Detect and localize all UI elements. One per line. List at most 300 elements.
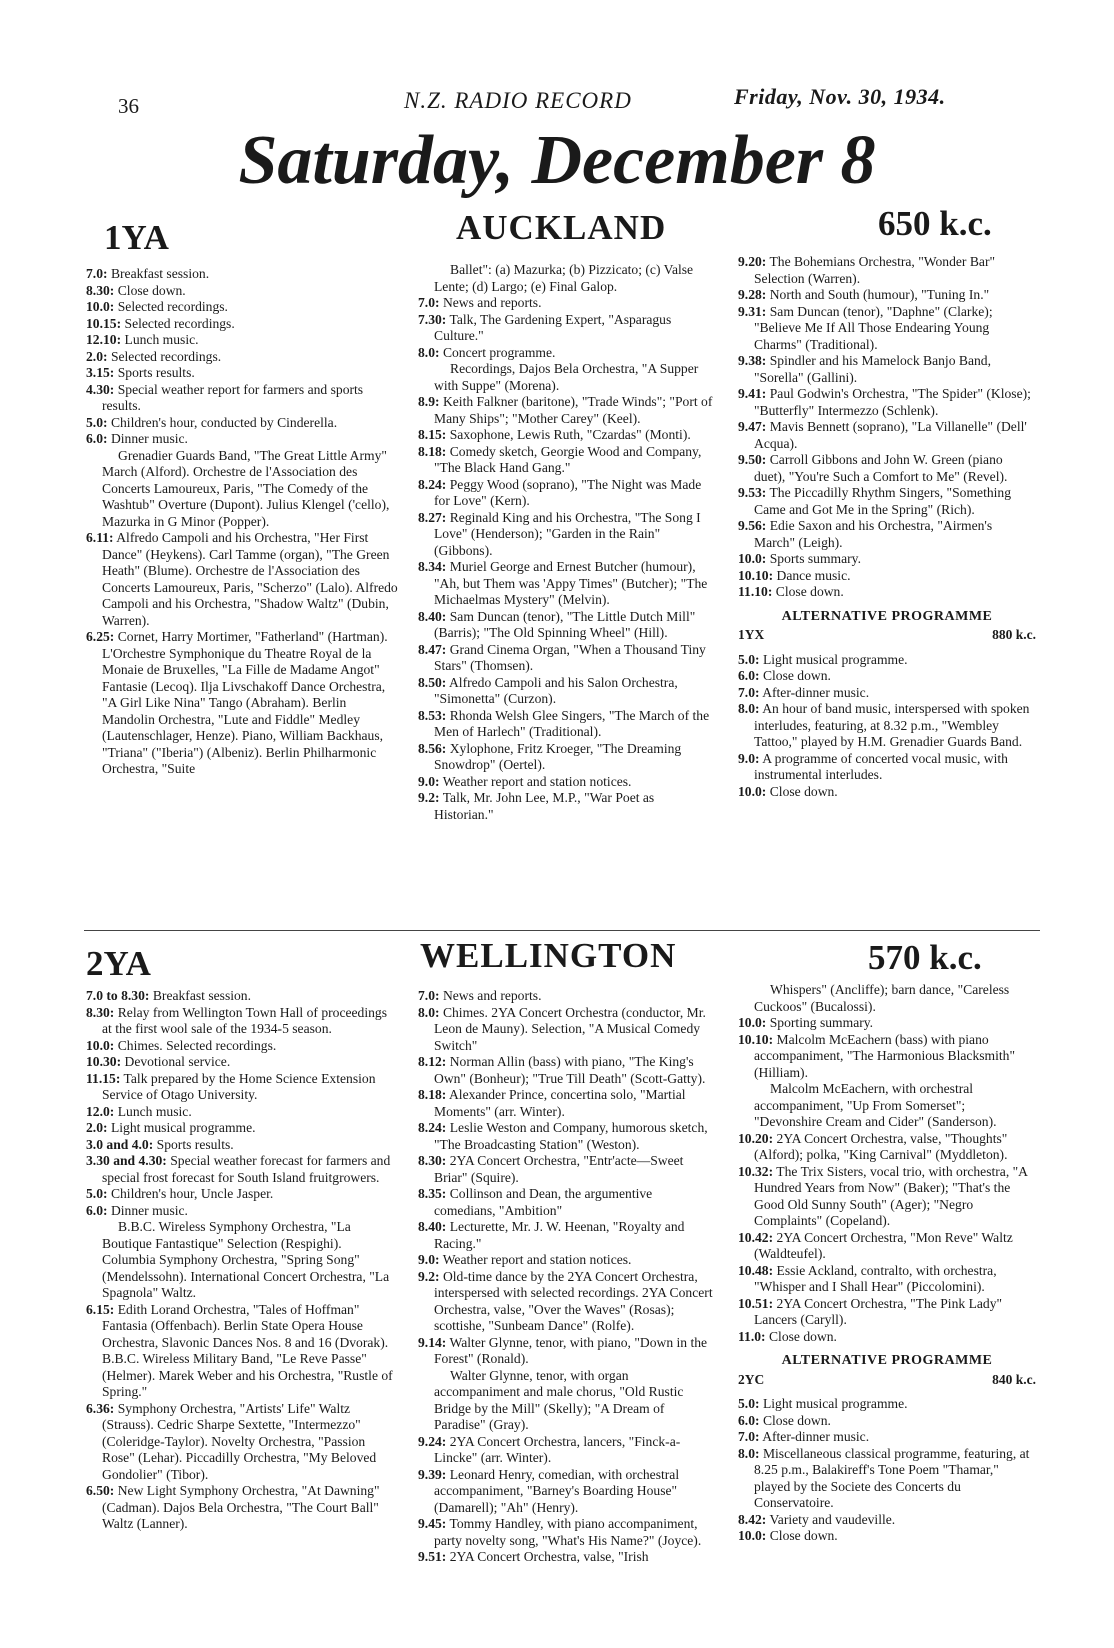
- programme-item: [738, 1528, 1036, 1545]
- programme-item: [418, 790, 714, 823]
- programme-text: Light musical programme.: [762, 1396, 908, 1411]
- programme-item: [418, 427, 714, 444]
- alt-callsign: 1YX: [738, 627, 765, 642]
- programme-text: Ballet": (a) Mazurka; (b) Pizzicato; (c) Valse Lente; (d) Largo; (e) Final Galop.: [434, 262, 694, 294]
- programme-item: [86, 1136, 398, 1154]
- programme-time: 9.47:: [738, 419, 767, 434]
- programme-time: 3.30 and 4.30:: [86, 1153, 167, 1168]
- s2-column-3-items: [738, 982, 1036, 1345]
- alt-items: [738, 652, 1036, 801]
- programme-item: [418, 1334, 714, 1368]
- programme-item: [418, 674, 714, 708]
- programme-item: [418, 608, 714, 642]
- programme-time: 5.0:: [738, 1396, 760, 1411]
- programme-text: Talk, Mr. John Lee, M.P., "War Poet as Historian.": [434, 790, 655, 822]
- programme-text: Close down.: [775, 584, 844, 599]
- programme-time: 8.15:: [418, 427, 447, 442]
- programme-text: 2YA Concert Orchestra, lancers, "Finck-a-Lincke" (arr. Winter).: [434, 1433, 681, 1465]
- programme-item: [418, 1153, 714, 1186]
- s2-column-1: [86, 988, 398, 1533]
- programme-item: [418, 1466, 714, 1517]
- section-divider: [84, 930, 1040, 931]
- programme-item: [86, 1483, 398, 1533]
- programme-time: 8.34:: [418, 559, 447, 574]
- programme-text: The Piccadilly Rhythm Singers, "Something Came and Got Me in the Spring" (Rich).: [754, 485, 1012, 517]
- programme-item: [434, 361, 714, 394]
- programme-text: Sporting summary.: [769, 1015, 874, 1030]
- programme-time: 10.30:: [86, 1054, 122, 1069]
- programme-time: 8.0:: [418, 344, 440, 360]
- programme-text: Sports results.: [156, 1136, 234, 1152]
- programme-item: [738, 287, 1036, 304]
- station-city: WELLINGTON: [420, 936, 677, 975]
- programme-time: 6.0:: [86, 1202, 108, 1218]
- programme-time: 10.32:: [738, 1163, 774, 1179]
- programme-time: 10.15:: [86, 315, 122, 331]
- programme-time: 8.40:: [418, 1219, 447, 1234]
- programme-item: [738, 567, 1036, 585]
- programme-text: Cornet, Harry Mortimer, "Fatherland" (Hartman). L'Orchestre Symphonique du Theatre Royal de la Monaie de Bruxelles, "La Fille de Madame Angot" Fantasie (Lecoq). Ilja Livschakoff Dance Orchestra, "A Girl Like Nina" Tango (Abraham). Berlin Mandolin Orchestra, "Lute and Fiddle" Medley (Lautenschlager, Henze). Piano, William Backhaus, "Triana" ("Iberia") (Albeniz). Berlin Philharmonic Orchestra, "Suite: [102, 629, 388, 776]
- programme-time: 6.11:: [86, 530, 114, 545]
- programme-time: 10.0:: [86, 1037, 115, 1053]
- programme-item: [418, 394, 714, 427]
- programme-text: 2YA Concert Orchestra, valse, "Irish: [449, 1549, 649, 1564]
- programme-text: Chimes. 2YA Concert Orchestra (conductor, Mr. Leon de Mauny). Selection, "A Musical Comedy Switch": [434, 1004, 706, 1053]
- programme-time: 6.0:: [86, 431, 108, 446]
- programme-text: Lunch music.: [124, 332, 199, 347]
- programme-time: 3.0 and 4.0:: [86, 1136, 154, 1152]
- alt-callsign: 2YC: [738, 1371, 765, 1387]
- programme-time: 10.0:: [86, 299, 115, 314]
- programme-text: Dinner music.: [110, 1202, 188, 1218]
- programme-item: [418, 559, 714, 609]
- programme-time: 9.51:: [418, 1549, 447, 1564]
- programme-time: 5.0:: [86, 414, 108, 430]
- programme-item: [86, 988, 398, 1005]
- programme-text: Sam Duncan (tenor), "Daphne" (Clarke); "Believe Me If All Those Endearing Young Charms" (Traditional).: [754, 303, 993, 352]
- programme-item: [738, 303, 1036, 354]
- programme-time: 7.0:: [738, 684, 760, 700]
- programme-text: New Light Symphony Orchestra, "At Dawning" (Cadman). Dajos Bela Orchestra, "The Court Ball" Waltz (Lanner).: [102, 1483, 380, 1531]
- alt-frequency: 880 k.c.: [992, 627, 1036, 642]
- programme-time: 9.0:: [418, 1252, 440, 1267]
- programme-time: 11.0:: [738, 1328, 766, 1344]
- programme-time: 8.30:: [418, 1153, 447, 1168]
- programme-text: Xylophone, Fritz Kroeger, "The Dreaming Snowdrop" (Oertel).: [434, 740, 682, 772]
- programme-time: 8.18:: [418, 443, 447, 459]
- programme-text: 2YA Concert Orchestra, "The Pink Lady" Lancers (Caryll).: [754, 1295, 1003, 1327]
- programme-item: [738, 750, 1036, 784]
- programme-text: Talk prepared by the Home Science Extension Service of Otago University.: [102, 1070, 376, 1102]
- programme-time: 10.48:: [738, 1262, 774, 1278]
- programme-item: [86, 431, 398, 448]
- programme-text: The Bohemians Orchestra, "Wonder Bar" Selection (Warren).: [754, 254, 996, 286]
- programme-item: [86, 1070, 398, 1104]
- programme-item: [86, 381, 398, 415]
- s1-column-1: [86, 266, 398, 778]
- programme-item: [738, 419, 1036, 452]
- station-frequency: 650 k.c.: [878, 204, 992, 243]
- programme-item: [86, 1301, 398, 1401]
- programme-time: 3.15:: [86, 365, 115, 380]
- programme-item: [418, 311, 714, 345]
- programme-time: 10.20:: [738, 1130, 774, 1146]
- programme-text: Children's hour, Uncle Jasper.: [110, 1186, 274, 1201]
- programme-text: Carroll Gibbons and John W. Green (piano duet), "You're Such a Comfort to Me" (Revel).: [754, 452, 1008, 484]
- programme-time: 9.56:: [738, 518, 767, 533]
- programme-text: Mavis Bennett (soprano), "La Villanelle" (Dell' Acqua).: [754, 419, 1027, 451]
- programme-text: A programme of concerted vocal music, with instrumental interludes.: [754, 750, 1008, 782]
- programme-text: Whispers" (Ancliffe); barn dance, "Careless Cuckoos" (Bucalossi).: [754, 982, 1010, 1014]
- programme-text: Walter Glynne, tenor, with piano, "Down in the Forest" (Ronald).: [434, 1334, 708, 1366]
- programme-time: 11.15:: [86, 1070, 121, 1086]
- programme-item: [86, 282, 398, 300]
- programme-text: Walter Glynne, tenor, with organ accompaniment and male chorus, "Old Rustic Bridge by the Mill" (Skelly); "A Dream of Paradise" (Gray).: [434, 1367, 684, 1432]
- programme-text: Sam Duncan (tenor), "The Little Dutch Mill" (Barris); "The Old Spinning Wheel" (Hill).: [434, 608, 696, 640]
- programme-time: 8.24:: [418, 1120, 447, 1135]
- programme-time: 8.50:: [418, 674, 447, 690]
- programme-item: [738, 1429, 1036, 1446]
- programme-item: [86, 629, 398, 778]
- programme-item: [738, 1295, 1036, 1329]
- programme-time: 9.45:: [418, 1516, 447, 1531]
- programme-text: Close down.: [768, 1328, 837, 1344]
- programme-text: Weather report and station notices.: [442, 773, 632, 789]
- programme-item: [738, 783, 1036, 801]
- programme-item: [418, 1186, 714, 1219]
- programme-time: 5.0:: [738, 651, 760, 667]
- programme-time: 4.30:: [86, 381, 115, 397]
- programme-item: [86, 1400, 398, 1484]
- programme-time: 7.0:: [418, 988, 440, 1003]
- programme-item: [86, 1103, 398, 1121]
- programme-time: 7.0 to 8.30:: [86, 988, 150, 1003]
- programme-text: Essie Ackland, contralto, with orchestra, "Whisper and I Shall Hear" (Piccolomini).: [754, 1262, 997, 1294]
- programme-item: [418, 988, 714, 1005]
- programme-time: 6.15:: [86, 1301, 115, 1317]
- programme-item: [86, 1004, 398, 1038]
- programme-text: Children's hour, conducted by Cinderella.: [110, 414, 338, 430]
- programme-text: After-dinner music.: [762, 1429, 870, 1444]
- programme-item: [738, 1015, 1036, 1032]
- programme-text: After-dinner music.: [762, 684, 870, 700]
- programme-text: Collinson and Dean, the argumentive comedians, "Ambition": [434, 1186, 653, 1218]
- programme-time: 8.27:: [418, 509, 447, 525]
- programme-item: [418, 344, 714, 362]
- programme-time: 9.39:: [418, 1466, 447, 1482]
- programme-time: 9.28:: [738, 287, 767, 302]
- programme-item: [418, 773, 714, 791]
- programme-item: [754, 982, 1036, 1015]
- programme-text: Close down.: [769, 1528, 838, 1543]
- programme-text: Concert programme.: [442, 344, 556, 360]
- programme-item: [738, 1229, 1036, 1263]
- programme-text: Special weather forecast for farmers and special frost forecast for South Island fruitgrowers.: [102, 1153, 391, 1185]
- programme-text: Light musical programme.: [762, 651, 908, 667]
- programme-text: Paul Godwin's Orchestra, "The Spider" (Klose); "Butterfly" Intermezzo (Schlenk).: [754, 386, 1031, 418]
- station-frequency: 570 k.c.: [868, 938, 982, 977]
- programme-time: 9.2:: [418, 1268, 440, 1284]
- programme-text: Sports summary.: [769, 551, 861, 566]
- s1-column-3: [738, 254, 1036, 800]
- programme-text: Reginald King and his Orchestra, "The Song I Love" (Henderson); "Garden in the Rain" (Gibbons).: [434, 509, 701, 558]
- programme-item: [738, 452, 1036, 485]
- programme-item: [86, 1153, 398, 1186]
- programme-text: Old-time dance by the 2YA Concert Orchestra, interspersed with selected recordings. 2YA Concert Orchestra, valse, "Over the Waves" (Rosas); scottishe, "Sunbeam Dance" (Rolfe).: [434, 1268, 713, 1333]
- programme-text: Spindler and his Mamelock Banjo Band, "Sorella" (Gallini).: [754, 353, 991, 385]
- programme-time: 12.10:: [86, 332, 122, 347]
- programme-text: Leonard Henry, comedian, with orchestral accompaniment, "Barney's Boarding House" (Damarell); "Ah" (Henry).: [434, 1466, 680, 1515]
- programme-item: [418, 1268, 714, 1335]
- programme-item: [738, 1445, 1036, 1512]
- programme-item: [86, 414, 398, 432]
- s1-column-2: [418, 262, 714, 823]
- programme-item: [738, 1163, 1036, 1230]
- programme-time: 9.31:: [738, 303, 767, 319]
- programme-item: [738, 1031, 1036, 1082]
- programme-text: Relay from Wellington Town Hall of proceedings at the first wool sale of the 1934-5 season.: [102, 1004, 388, 1036]
- programme-text: Rhonda Welsh Glee Singers, "The March of the Men of Harlech" (Traditional).: [434, 707, 710, 739]
- programme-text: Variety and vaudeville.: [769, 1511, 896, 1527]
- programme-item: [738, 701, 1036, 751]
- programme-text: The Trix Sisters, vocal trio, with orchestra, "A Hundred Years from Now" (Baker); "That's the Good Old Sunny South" (Ager); "Negro Complaints" (Copeland).: [754, 1163, 1028, 1228]
- programme-item: [86, 1054, 398, 1071]
- programme-text: Selected recordings.: [110, 348, 222, 364]
- alt-heading: ALTERNATIVE PROGRAMME: [781, 1353, 993, 1368]
- programme-time: 10.10:: [738, 1031, 774, 1047]
- programme-text: Selected recordings.: [124, 315, 235, 331]
- programme-item: [738, 1396, 1036, 1413]
- programme-item: [86, 1120, 398, 1137]
- alt-heading: ALTERNATIVE PROGRAMME: [781, 608, 993, 624]
- programme-text: Special weather report for farmers and sports results.: [102, 381, 364, 413]
- programme-time: 10.0:: [738, 783, 767, 799]
- programme-text: 2YA Concert Orchestra, valse, "Thoughts" (Alford); polka, "King Carnival" (Myddleton).: [754, 1130, 1008, 1162]
- programme-text: Alfredo Campoli and his Salon Orchestra, "Simonetta" (Curzon).: [434, 674, 678, 706]
- programme-item: [86, 1202, 398, 1220]
- programme-time: 9.0:: [738, 750, 760, 766]
- programme-text: Sports results.: [117, 365, 195, 380]
- programme-text: North and South (humour), "Tuning In.": [769, 287, 990, 302]
- programme-item: [102, 448, 398, 531]
- programme-item: [738, 668, 1036, 685]
- s2-column-3: [738, 982, 1036, 1545]
- programme-text: Devotional service.: [124, 1054, 231, 1069]
- programme-text: Leslie Weston and Company, humorous sketch, "The Broadcasting Station" (Weston).: [434, 1120, 708, 1152]
- programme-time: 7.30:: [418, 311, 447, 327]
- masthead: N.Z. RADIO RECORD: [404, 88, 632, 113]
- programme-time: 6.50:: [86, 1483, 115, 1498]
- programme-time: 10.51:: [738, 1295, 774, 1311]
- programme-text: Breakfast session.: [152, 988, 252, 1003]
- programme-text: An hour of band music, interspersed with spoken interludes, featuring, at 8.32 p.m., "Wembley Tattoo," played by H.M. Grenadier Guards Band.: [754, 701, 1030, 749]
- programme-text: B.B.C. Wireless Symphony Orchestra, "La Boutique Fantastique" Selection (Respighi). Columbia Symphony Orchestra, "Spring Song" (Mendelssohn). International Concert Orchestra, "La Spagnola" Waltz.: [102, 1219, 390, 1300]
- programme-text: Miscellaneous classical programme, featuring, at 8.25 p.m., Balakireff's Tone Poem "Thamar," played by the Societe des Concerts du Conservatoire.: [754, 1445, 1030, 1510]
- programme-text: Dance music.: [776, 567, 851, 583]
- programme-text: Close down.: [762, 668, 831, 683]
- programme-time: 9.2:: [418, 790, 440, 805]
- programme-time: 8.53:: [418, 707, 447, 723]
- programme-item: [738, 254, 1036, 287]
- programme-time: 8.0:: [738, 1445, 760, 1461]
- programme-time: 9.0:: [418, 773, 440, 789]
- programme-time: 7.0:: [738, 1429, 760, 1444]
- programme-time: 9.14:: [418, 1334, 447, 1350]
- programme-time: 2.0:: [86, 1120, 108, 1135]
- programme-time: 8.18:: [418, 1087, 447, 1102]
- programme-time: 8.30:: [86, 1004, 115, 1020]
- page-title: Saturday, December 8: [238, 122, 876, 199]
- programme-text: Selected recordings.: [117, 299, 228, 314]
- programme-text: News and reports.: [442, 988, 542, 1003]
- programme-time: 8.47:: [418, 641, 447, 657]
- programme-item: [86, 1037, 398, 1055]
- programme-item: [418, 740, 714, 774]
- programme-item: [738, 485, 1036, 518]
- programme-item: [86, 365, 398, 382]
- programme-time: 8.12:: [418, 1054, 447, 1069]
- programme-time: 6.36:: [86, 1400, 115, 1416]
- programme-time: 11.10:: [738, 584, 773, 599]
- programme-time: 5.0:: [86, 1186, 108, 1201]
- programme-item: [86, 266, 398, 283]
- programme-time: 8.0:: [738, 701, 760, 716]
- programme-text: Grenadier Guards Band, "The Great Little Army" March (Alford). Orchestre de l'Association des Concerts Lamoureux, Paris, "The Comedy of the Washtub" Overture (Dupont). Julius Klengel ('cello), Mazurka in G Minor (Popper).: [102, 447, 390, 529]
- programme-time: 2.0:: [86, 348, 108, 364]
- programme-item: [418, 476, 714, 510]
- programme-text: 2YA Concert Orchestra, "Mon Reve" Waltz (Waldteufel).: [754, 1229, 1013, 1261]
- programme-item: [754, 1081, 1036, 1131]
- programme-time: 8.0:: [418, 1004, 440, 1020]
- programme-time: 7.0:: [418, 295, 440, 310]
- alt-station: [738, 1372, 1036, 1389]
- programme-item: [738, 1328, 1036, 1346]
- programme-item: [418, 509, 714, 560]
- programme-text: Recordings, Dajos Bela Orchestra, "A Supper with Suppe" (Morena).: [434, 361, 699, 393]
- programme-item: [738, 651, 1036, 669]
- programme-item: [418, 707, 714, 741]
- programme-item: [418, 1516, 714, 1549]
- programme-time: 10.0:: [738, 1015, 767, 1030]
- programme-item: [418, 1120, 714, 1153]
- programme-item: [86, 348, 398, 366]
- alt-frequency: 840 k.c.: [992, 1371, 1036, 1387]
- programme-item: [418, 295, 714, 312]
- programme-item: [738, 1511, 1036, 1529]
- programme-time: 6.25:: [86, 629, 115, 644]
- programme-time: 8.9:: [418, 394, 440, 409]
- programme-item: [418, 1252, 714, 1269]
- programme-time: 8.42:: [738, 1511, 767, 1527]
- programme-item: [738, 353, 1036, 386]
- programme-item: [738, 1130, 1036, 1164]
- programme-item: [738, 684, 1036, 702]
- programme-text: Light musical programme.: [110, 1120, 256, 1135]
- programme-item: [418, 641, 714, 675]
- programme-text: Edie Saxon and his Orchestra, "Airmen's March" (Leigh).: [754, 518, 993, 550]
- programme-time: 9.53:: [738, 485, 767, 500]
- programme-time: 9.38:: [738, 353, 767, 368]
- station-callsign: 1YA: [104, 218, 169, 257]
- programme-item: [434, 262, 714, 295]
- programme-text: 2YA Concert Orchestra, "Entr'acte—Sweet Briar" (Squire).: [434, 1153, 684, 1185]
- programme-item: [86, 1186, 398, 1203]
- s1-column-3-items: [738, 254, 1036, 601]
- page-number: 36: [118, 94, 139, 118]
- alt-items: [738, 1396, 1036, 1545]
- programme-time: 8.24:: [418, 476, 447, 492]
- programme-item: [418, 1004, 714, 1055]
- programme-text: Malcolm McEachern (bass) with piano accompaniment, "The Harmonious Blacksmith" (Hilliam).: [754, 1031, 1016, 1080]
- programme-item: [86, 530, 398, 629]
- programme-text: Norman Allin (bass) with piano, "The King's Own" (Bonheur); "True Till Death" (Scott-Gatty).: [434, 1054, 706, 1086]
- programme-time: 12.0:: [86, 1103, 115, 1119]
- programme-item: [738, 518, 1036, 551]
- programme-text: Chimes. Selected recordings.: [117, 1037, 277, 1053]
- programme-text: Edith Lorand Orchestra, "Tales of Hoffman" Fantasia (Offenbach). Berlin State Opera House Orchestra, Slavonic Dances Nos. 8 and 16 (Dvorak). B.B.C. Wireless Military Band, "Le Reve Passe" (Helmer). Marek Weber and his Orchestra, "Rustle of Spring.": [102, 1301, 393, 1399]
- programme-text: Alfredo Campoli and his Orchestra, "Her First Dance" (Heykens). Carl Tamme (organ), "The Green Heath" (Blume). Orchestre de l'Association des Concerts Lamoureux, Paris, "Scherzo" (Lalo). Alfredo Campoli and his Orchestra, "Shadow Waltz" (Dubin, Warren).: [102, 530, 398, 628]
- programme-text: Peggy Wood (soprano), "The Night was Made for Love" (Kern).: [434, 476, 702, 508]
- alt-station: [738, 627, 1036, 644]
- s2-column-2: [418, 988, 714, 1566]
- programme-text: Tommy Handley, with piano accompaniment, party novelty song, "What's His Name?" (Joyce).: [434, 1516, 702, 1548]
- programme-item: [738, 1262, 1036, 1296]
- programme-text: Malcolm McEachern, with orchestral accompaniment, "Up From Somerset"; "Devonshire Cream and Cider" (Sanderson).: [754, 1081, 997, 1129]
- programme-item: [738, 1412, 1036, 1430]
- programme-time: 8.35:: [418, 1186, 447, 1201]
- programme-text: Close down.: [762, 1412, 831, 1428]
- programme-time: 9.24:: [418, 1433, 447, 1449]
- programme-item: [738, 386, 1036, 419]
- programme-text: Saxophone, Lewis Ruth, "Czardas" (Monti).: [449, 427, 691, 442]
- programme-item: [418, 1549, 714, 1566]
- programme-item: [418, 1087, 714, 1120]
- programme-text: Muriel George and Ernest Butcher (humour), "Ah, but Them was 'Appy Times" (Butcher); "The Michaelmas Mystery" (Melvin).: [434, 559, 708, 607]
- programme-item: [738, 584, 1036, 601]
- programme-text: Grand Cinema Organ, "When a Thousand Tiny Stars" (Thomsen).: [434, 641, 706, 673]
- programme-time: 10.0:: [738, 1528, 767, 1543]
- programme-text: Close down.: [117, 282, 186, 298]
- programme-text: Symphony Orchestra, "Artists' Life" Waltz (Strauss). Cedric Sharpe Sextette, "Intermezzo" (Coleridge-Taylor). Novelty Orchestra, "Passion Rose" (Lehar). Piccadilly Orchestra, "My Beloved Gondolier" (Tibor).: [102, 1400, 377, 1482]
- station-city: AUCKLAND: [456, 208, 667, 247]
- programme-time: 8.40:: [418, 608, 447, 624]
- programme-text: Talk, The Gardening Expert, "Asparagus Culture.": [434, 311, 672, 343]
- programme-time: 9.50:: [738, 452, 767, 467]
- programme-time: 9.41:: [738, 386, 767, 401]
- programme-text: Close down.: [769, 783, 838, 799]
- programme-time: 8.56:: [418, 740, 447, 756]
- programme-item: [738, 551, 1036, 568]
- programme-time: 8.30:: [86, 282, 115, 298]
- programme-time: 10.42:: [738, 1229, 774, 1245]
- programme-text: Dinner music.: [110, 431, 188, 446]
- programme-item: [434, 1368, 714, 1434]
- programme-time: 10.0:: [738, 551, 767, 566]
- programme-item: [86, 299, 398, 316]
- programme-text: Alexander Prince, concertina solo, "Martial Moments" (arr. Winter).: [434, 1087, 686, 1119]
- programme-time: 6.0:: [738, 1412, 760, 1428]
- programme-text: News and reports.: [442, 295, 542, 310]
- programme-item: [86, 315, 398, 333]
- programme-time: 9.20:: [738, 254, 767, 269]
- programme-item: [86, 332, 398, 349]
- issue-date: Friday, Nov. 30, 1934.: [734, 84, 946, 109]
- programme-text: Lecturette, Mr. J. W. Heenan, "Royalty and Racing.": [434, 1219, 685, 1251]
- programme-time: 7.0:: [86, 266, 108, 281]
- programme-item: [418, 1054, 714, 1087]
- programme-item: [418, 443, 714, 477]
- programme-text: Comedy sketch, Georgie Wood and Company, "The Black Hand Gang.": [434, 443, 702, 475]
